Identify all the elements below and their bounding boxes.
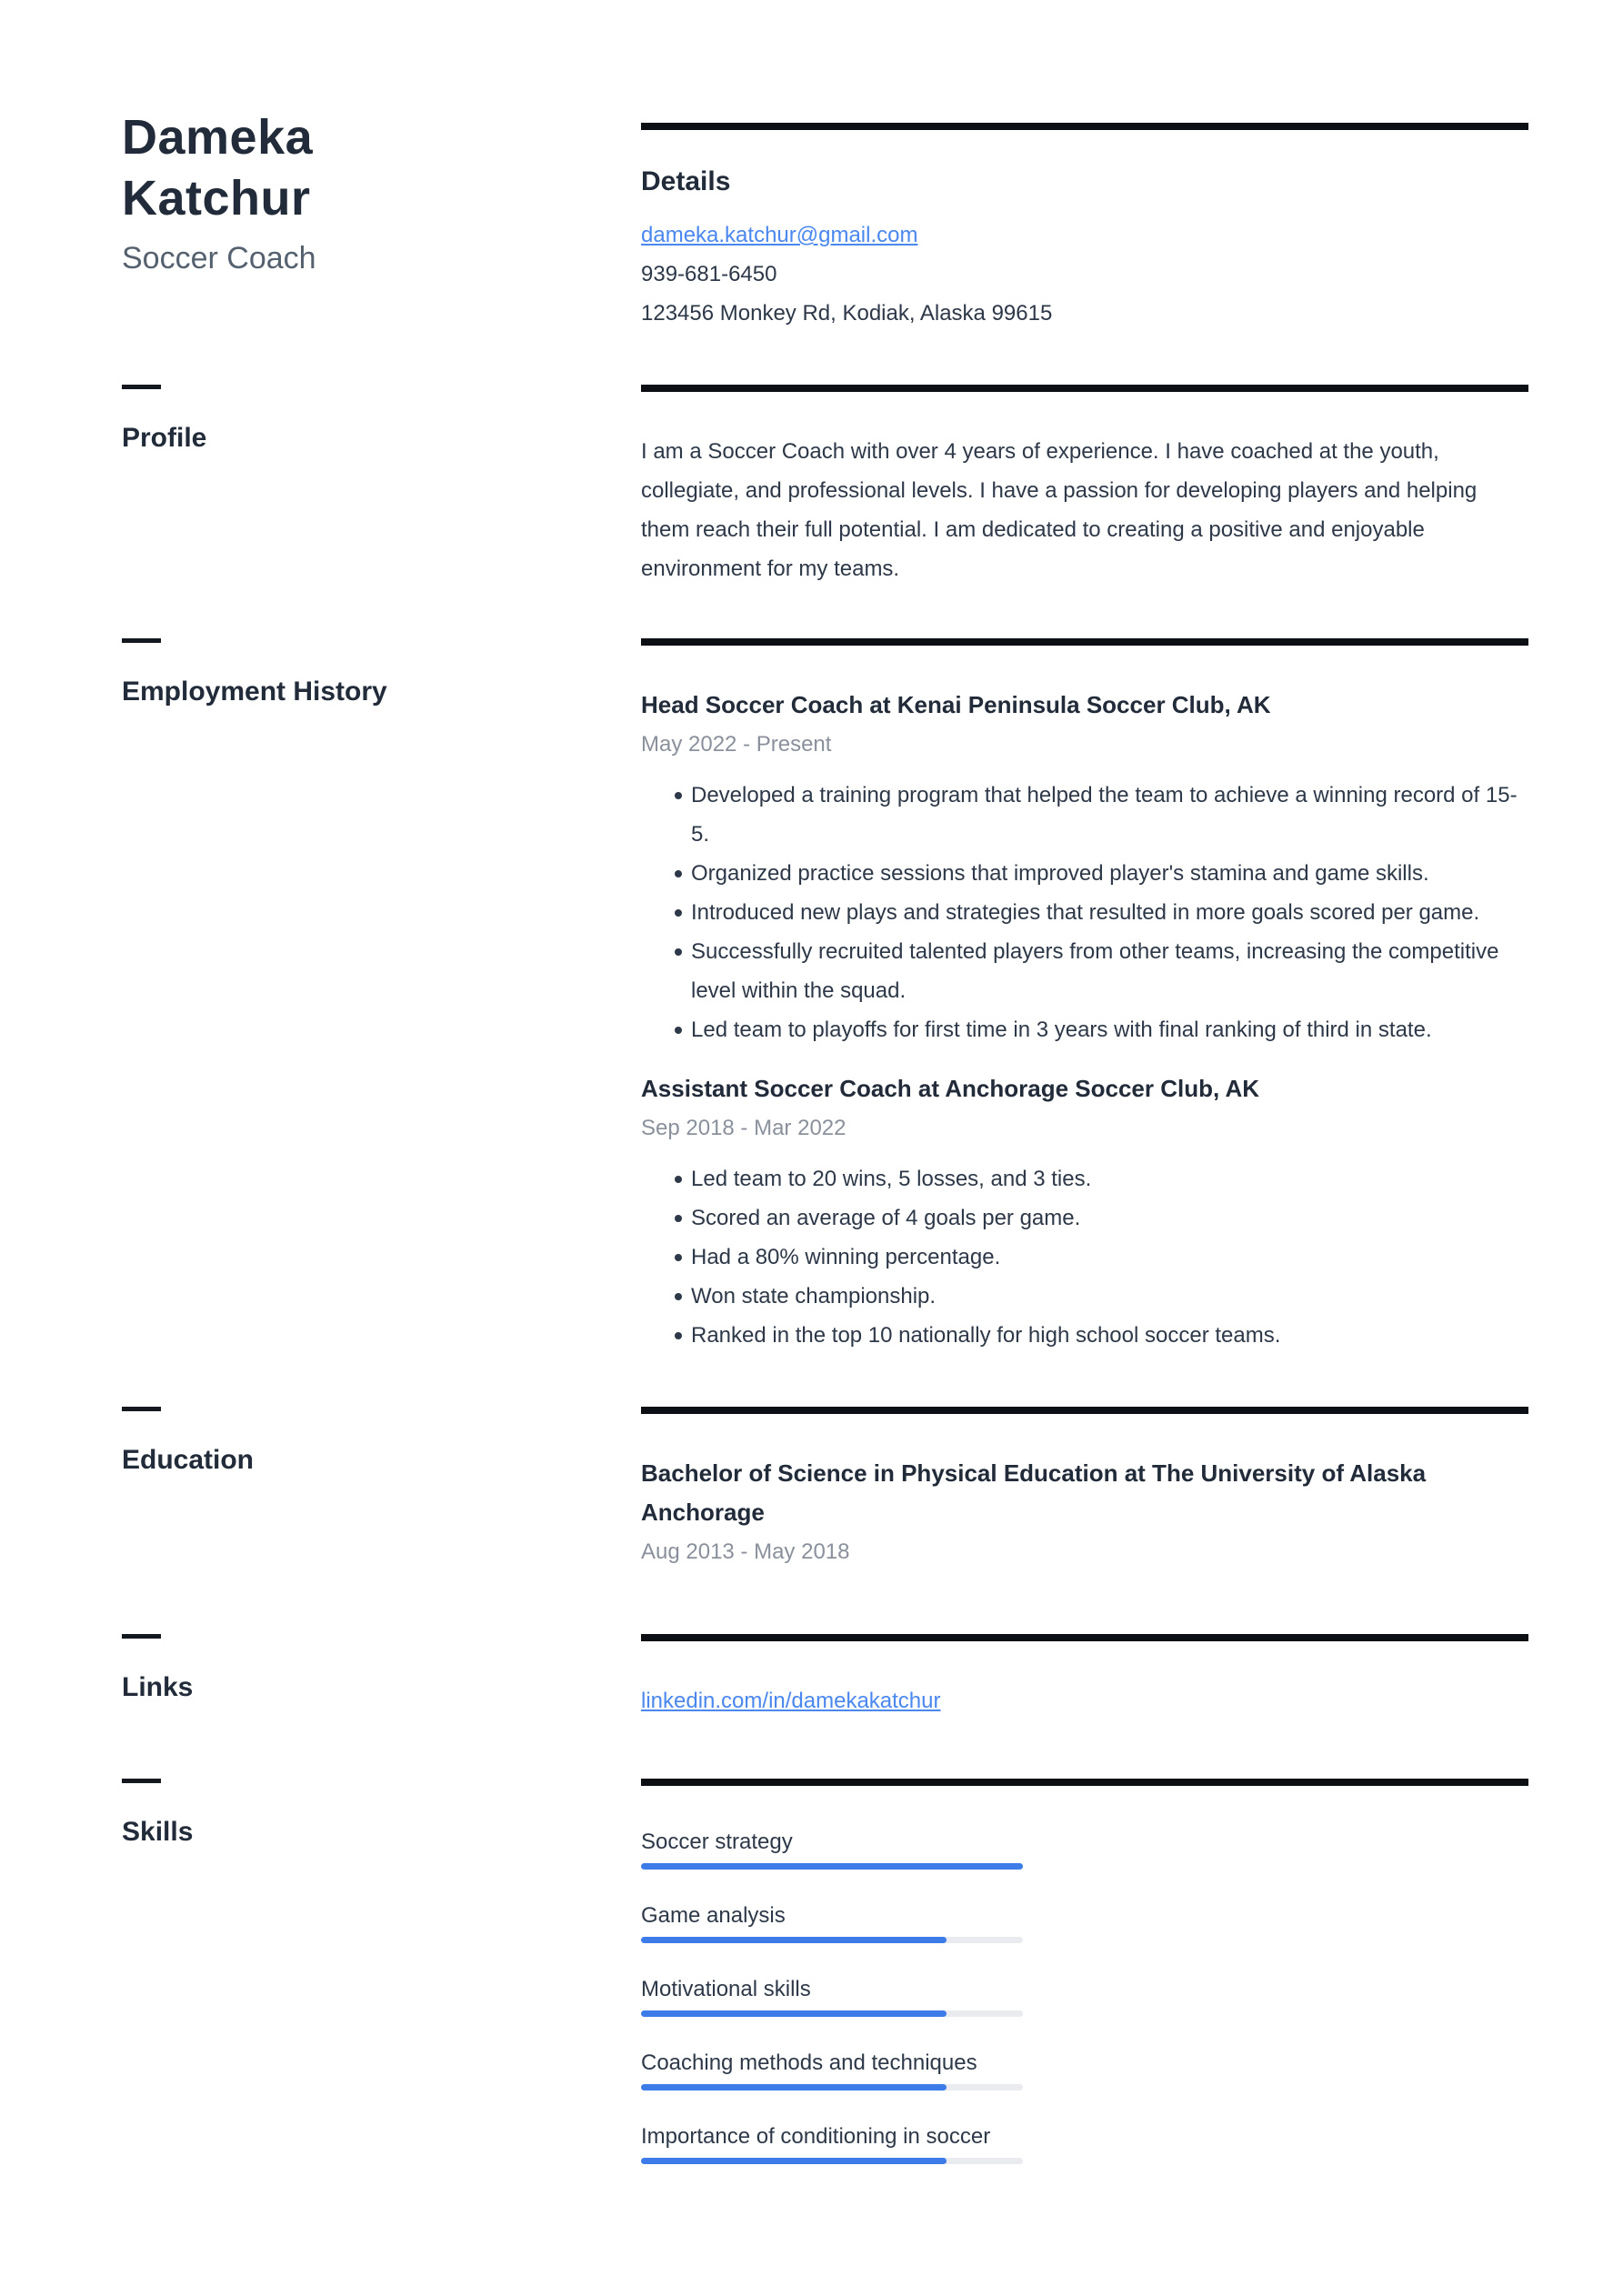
employment-section (122, 638, 1528, 1355)
degree-title: Bachelor of Science in Physical Education at The University of Alaska Anchorage (641, 1459, 1427, 1526)
person-job-title: Soccer Coach (122, 241, 316, 276)
profile-section (122, 385, 1528, 588)
profile-right (641, 385, 1528, 588)
skill-item (641, 2043, 1528, 2090)
job-title: Head Soccer Coach at Kenai Peninsula Soccer Club, AK (641, 691, 1271, 718)
phone-text: 939-681-6450 (641, 262, 777, 286)
profile-left (122, 385, 641, 456)
skill-bar-fill (641, 2158, 947, 2164)
skill-item (641, 1822, 1528, 1870)
skills-section (122, 1779, 1528, 2164)
skill-bar-track (641, 2084, 1023, 2090)
details-heading: Details (641, 166, 731, 196)
skill-bar-track (641, 1937, 1023, 1943)
skill-label: Soccer strategy (641, 1830, 793, 1854)
job-bullet: Developed a training program that helped the team to achieve a winning record of 15-5. (641, 776, 1528, 854)
header-section (122, 0, 1528, 333)
section-rule (641, 1407, 1528, 1414)
section-dash (122, 1407, 161, 1411)
section-rule (641, 123, 1528, 130)
job-bullet-list (641, 1159, 1528, 1355)
job-bullet: Led team to playoffs for first time in 3 years with final ranking of third in state. (641, 1010, 1528, 1049)
section-dash (122, 1779, 161, 1783)
skills-heading: Skills (122, 1817, 194, 1847)
education-dates: Aug 2013 - May 2018 (641, 1539, 850, 1564)
job-bullet: Organized practice sessions that improved player's stamina and game skills. (641, 854, 1528, 893)
skill-label: Game analysis (641, 1903, 786, 1928)
address-text: 123456 Monkey Rd, Kodiak, Alaska 99615 (641, 301, 1053, 326)
job-bullet: Had a 80% winning percentage. (641, 1238, 1528, 1277)
job-title: Assistant Soccer Coach at Anchorage Soccer Club, AK (641, 1075, 1260, 1102)
skill-bar-track (641, 1863, 1023, 1870)
skill-bar-fill (641, 1937, 947, 1943)
links-section (122, 1634, 1528, 1720)
skill-item (641, 1970, 1528, 2017)
job-bullet-list (641, 776, 1528, 1049)
skill-label: Importance of conditioning in soccer (641, 2124, 991, 2149)
skill-bar-track (641, 2010, 1023, 2017)
job-dates: May 2022 - Present (641, 732, 832, 757)
linkedin-link[interactable]: linkedin.com/in/damekakatchur (641, 1689, 941, 1713)
name-block (122, 107, 641, 278)
job-entry (641, 686, 1528, 1049)
education-section (122, 1407, 1528, 1571)
details-section (641, 123, 1528, 333)
skills-left (122, 1779, 641, 1850)
profile-heading: Profile (122, 423, 207, 453)
person-name: Dameka Katchur (122, 110, 314, 226)
employment-heading: Employment History (122, 677, 387, 707)
links-left (122, 1634, 641, 1705)
education-right (641, 1407, 1528, 1571)
education-left (122, 1407, 641, 1478)
email-link[interactable]: dameka.katchur@gmail.com (641, 223, 918, 247)
section-rule (641, 385, 1528, 392)
job-entry (641, 1069, 1528, 1355)
link-row (641, 1681, 1528, 1720)
skill-bar-fill (641, 1863, 1023, 1870)
links-heading: Links (122, 1672, 194, 1702)
skills-right (641, 1779, 1528, 2164)
skill-label: Motivational skills (641, 1977, 811, 2001)
job-bullet: Led team to 20 wins, 5 losses, and 3 ties. (641, 1159, 1528, 1198)
job-bullet: Introduced new plays and strategies that resulted in more goals scored per game. (641, 893, 1528, 932)
skill-item (641, 2117, 1528, 2164)
section-dash (122, 638, 161, 643)
employment-left (122, 638, 641, 709)
section-dash (122, 1634, 161, 1639)
education-heading: Education (122, 1445, 255, 1475)
skill-bar-fill (641, 2084, 947, 2090)
job-bullet: Successfully recruited talented players from other teams, increasing the competitive level within the squad. (641, 932, 1528, 1010)
job-bullet: Ranked in the top 10 nationally for high school soccer teams. (641, 1316, 1528, 1355)
skill-bar-fill (641, 2010, 947, 2017)
skill-label: Coaching methods and techniques (641, 2050, 977, 2075)
skill-bar-track (641, 2158, 1023, 2164)
section-rule (641, 1779, 1528, 1786)
profile-text: I am a Soccer Coach with over 4 years of experience. I have coached at the youth, collegiate, and professional levels. I have a passion for developing players and helping them reach their full potential. I am dedicated to creating a positive and enjoyable environment for my teams. (641, 439, 1478, 581)
job-bullet: Won state championship. (641, 1277, 1528, 1316)
section-rule (641, 638, 1528, 646)
links-right (641, 1634, 1528, 1720)
email-row (641, 216, 1528, 255)
employment-right (641, 638, 1528, 1355)
job-dates: Sep 2018 - Mar 2022 (641, 1116, 847, 1140)
section-dash (122, 385, 161, 389)
section-rule (641, 1634, 1528, 1641)
job-bullet: Scored an average of 4 goals per game. (641, 1198, 1528, 1238)
skill-item (641, 1896, 1528, 1943)
